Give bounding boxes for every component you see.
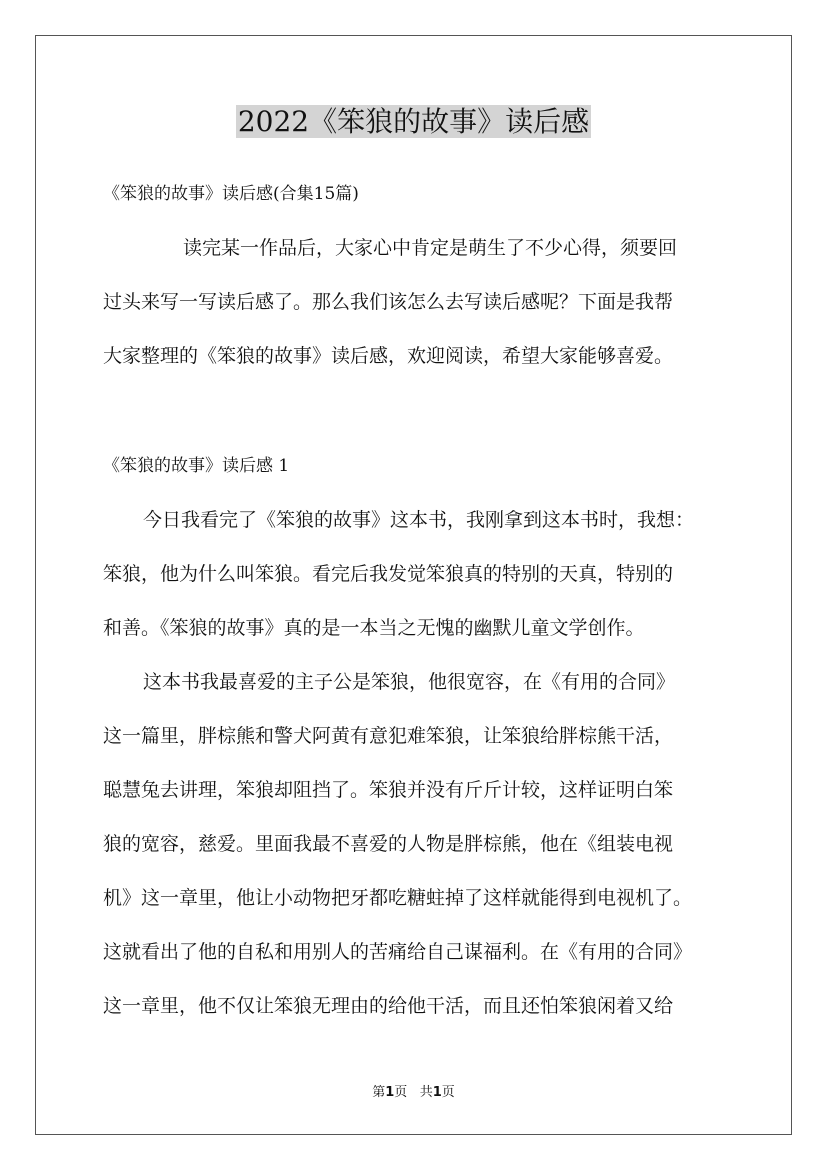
body-line: 狼的宽容，慈爱。里面我最不喜爱的人物是胖棕熊，他在《组装电视 [103,833,674,855]
intro-line: 过头来写一写读后感了。那么我们该怎么去写读后感呢？下面是我帮 [103,291,674,313]
body-line: 机》这一章里，他让小动物把牙都吃糖蛀掉了这样就能得到电视机了。 [103,887,693,909]
section-heading: 《笨狼的故事》读后感 1 [103,456,290,476]
body-line: 这一篇里，胖棕熊和警犬阿黄有意犯难笨狼，让笨狼给胖棕熊干活， [103,725,674,747]
total-prefix: 共 [419,1085,433,1100]
document-title [0,102,827,142]
document-title-text: 2022《笨狼的故事》读后感 [237,105,590,138]
page-total: 1 [432,1085,442,1100]
intro-line: 读完某一作品后，大家心中肯定是萌生了不少心得，须要回 [183,237,678,259]
page-prefix: 第 [372,1085,386,1100]
page-unit: 页 [394,1085,408,1100]
body-line: 聪慧兔去讲理，笨狼却阻挡了。笨狼并没有斤斤计较，这样证明白笨 [103,779,674,801]
document-subtitle: 《笨狼的故事》读后感(合集15篇) [103,184,359,204]
intro-line: 大家整理的《笨狼的故事》读后感，欢迎阅读，希望大家能够喜爱。 [103,345,674,367]
total-unit: 页 [441,1085,455,1100]
body-line: 这就看出了他的自私和用别人的苦痛给自己谋福利。在《有用的合同》 [103,941,693,963]
page-footer [0,1085,827,1101]
body-line: 这一章里，他不仅让笨狼无理由的给他干活，而且还怕笨狼闲着又给 [103,995,674,1017]
body-line: 这本书我最喜爱的主子公是笨狼，他很宽容，在《有用的合同》 [143,671,676,693]
body-line: 和善。《笨狼的故事》真的是一本当之无愧的幽默儿童文学创作。 [103,617,645,639]
body-line: 笨狼，他为什么叫笨狼。看完后我发觉笨狼真的特别的天真，特别的 [103,563,674,585]
body-line: 今日我看完了《笨狼的故事》这本书，我刚拿到这本书时，我想： [143,509,695,531]
page-current: 1 [385,1085,395,1100]
